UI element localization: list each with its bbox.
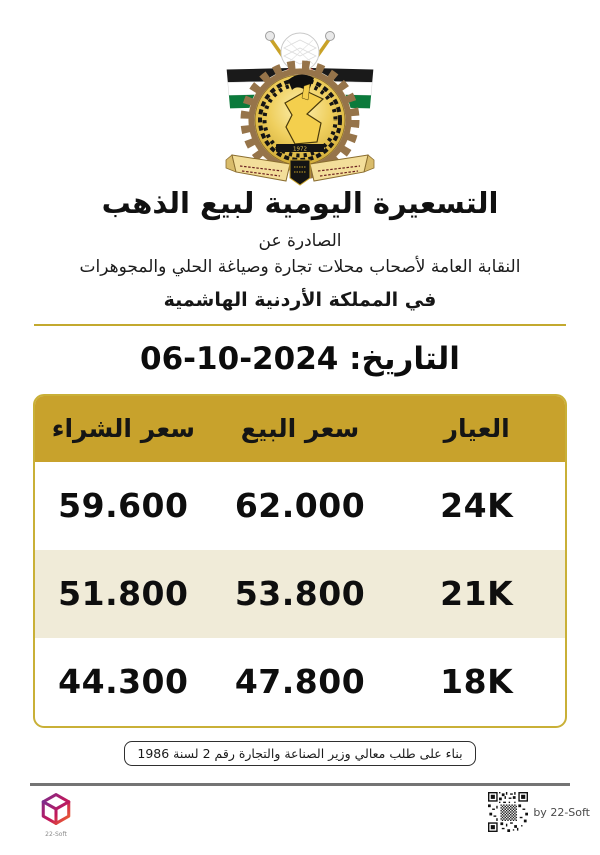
- karat-21k: 21K: [440, 574, 514, 614]
- karat-24k: 24K: [440, 486, 514, 526]
- date-value: 06-10-2024: [140, 340, 339, 377]
- issued-by-line: الصادرة عن: [258, 230, 342, 251]
- date-line: [0, 341, 600, 377]
- ribbon-banner-icon: [226, 155, 374, 185]
- gold-divider: [34, 324, 566, 326]
- table-row: [35, 550, 565, 638]
- karat-18k: 18K: [440, 662, 514, 702]
- sell-price-24k: 62.000: [234, 486, 366, 526]
- founding-year: 1972: [293, 146, 307, 153]
- page-title: التسعيرة اليومية لبيع الذهب: [101, 186, 499, 220]
- maker-logo: [26, 792, 86, 838]
- sell-price-21k: 53.800: [234, 574, 366, 614]
- syndicate-emblem: [224, 20, 376, 186]
- qr-code-icon: [488, 792, 528, 832]
- table-row: [35, 638, 565, 726]
- buy-price-18k: 44.300: [58, 662, 189, 702]
- globe-icon: [281, 33, 319, 71]
- date-label: التاريخ:: [349, 340, 460, 377]
- buy-price-21k: 51.800: [58, 574, 189, 614]
- footer-divider: [30, 783, 570, 786]
- table-row: [35, 462, 565, 550]
- credit-block: [488, 792, 590, 832]
- legal-note: بناء على طلب معالي وزير الصناعة والتجارة رقم 2 لسنة 1986: [124, 741, 475, 766]
- organization-line: النقابة العامة لأصحاب محلات تجارة وصياغة الحلي والمجوهرات: [79, 256, 521, 277]
- country-line: في المملكة الأردنية الهاشمية: [163, 288, 437, 311]
- credit-text: by 22-Soft: [533, 805, 590, 819]
- maker-logo-label: 22-Soft: [45, 831, 67, 838]
- column-header-buy-price: سعر الشراء: [51, 414, 195, 444]
- cube-logo-icon: [39, 792, 73, 826]
- sell-price-18k: 47.800: [234, 662, 366, 702]
- buy-price-24k: 59.600: [58, 486, 189, 526]
- column-header-karat: العيار: [443, 414, 510, 444]
- table-header-row: [35, 396, 565, 462]
- gold-price-table: [33, 394, 567, 728]
- column-header-sell-price: سعر البيع: [240, 414, 360, 444]
